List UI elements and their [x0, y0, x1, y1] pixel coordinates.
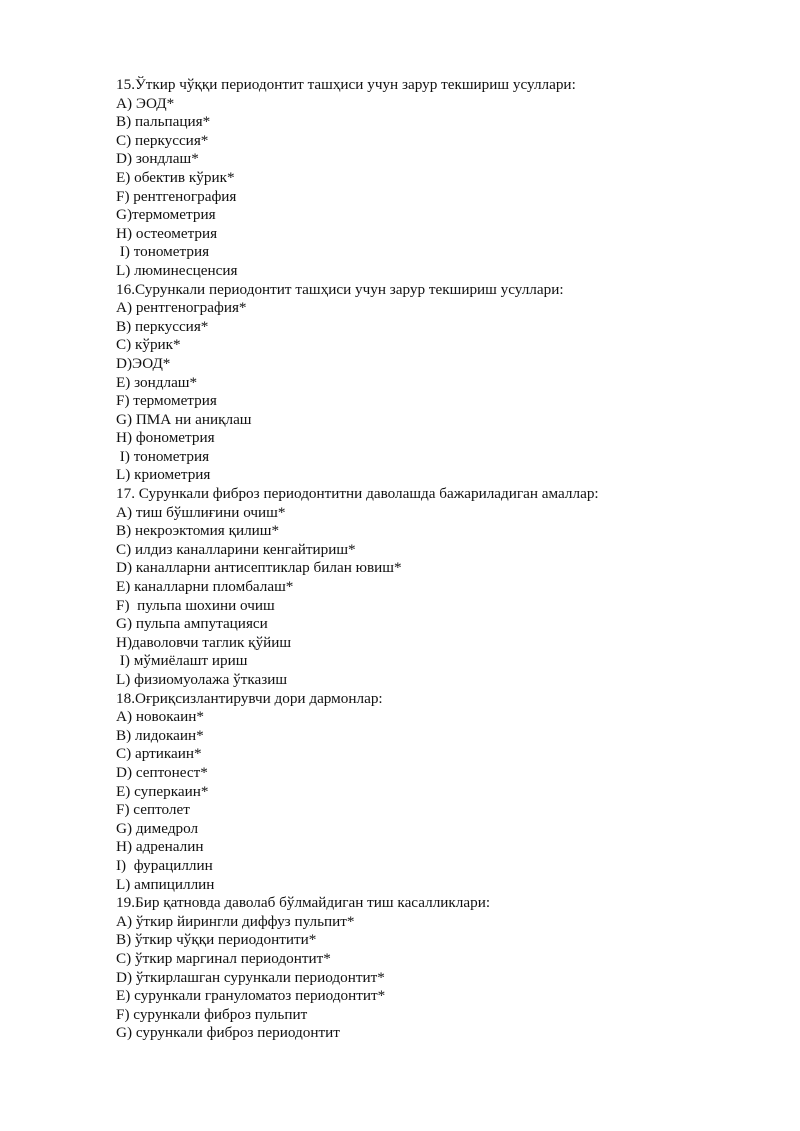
answer-option: G) димедрол — [116, 819, 199, 837]
answer-option: E) суперкаин* — [116, 782, 209, 800]
answer-option: E) сурункали грануломатоз периодонтит* — [116, 987, 386, 1005]
answer-option: F) септолет — [116, 801, 190, 819]
answer-option: C) ўткир маргинал периодонтит* — [116, 949, 331, 967]
answer-option: I) фурациллин — [116, 856, 213, 874]
answer-option: L) физиомуолажа ўтказиш — [116, 671, 288, 688]
answer-option: F) рентгенография — [116, 187, 237, 205]
answer-option: D) септонест* — [116, 763, 208, 781]
answer-option: C) илдиз каналларини кенгайтириш* — [116, 540, 356, 558]
answer-option: F) термометрия — [116, 392, 217, 410]
answer-option: D) зондлаш* — [116, 150, 199, 168]
document-page — [116, 76, 756, 1043]
question-heading: 16.Сурункали периодонтит ташҳиси учун зарур текшириш усуллари: — [116, 280, 564, 298]
answer-option: C) артикаин* — [116, 745, 202, 763]
answer-option: I) мўмиёлашт ириш — [116, 652, 248, 670]
answer-option: B) пальпация* — [116, 113, 211, 131]
answer-option: E) зондлаш* — [116, 373, 198, 391]
answer-option: F) сурункали фиброз пульпит — [116, 1005, 308, 1023]
answer-option: B) ўткир чўққи периодонтити* — [116, 931, 317, 949]
answer-option: I) тонометрия — [116, 447, 210, 465]
answer-option: G) пульпа ампутацияси — [116, 615, 268, 633]
question-heading: 17. Сурункали фиброз периодонтитни даволашда бажариладиган амаллар: — [116, 485, 599, 503]
answer-option: E) обектив кўрик* — [116, 168, 235, 186]
answer-option: H) остеометрия — [116, 224, 218, 242]
answer-option: C) кўрик* — [116, 336, 181, 354]
answer-option: H)даволовчи таглик қўйиш — [116, 633, 292, 651]
answer-option: G) сурункали фиброз периодонтит — [116, 1024, 340, 1042]
answer-option: F) пульпа шохини очиш — [116, 596, 275, 614]
answer-option: C) перкуссия* — [116, 131, 209, 149]
answer-option: A) ўткир йирингли диффуз пульпит* — [116, 912, 355, 930]
answer-option: E) каналларни пломбалаш* — [116, 578, 294, 596]
answer-option: A) новокаин* — [116, 708, 204, 726]
answer-option: H) адреналин — [116, 838, 204, 856]
answer-option: I) тонометрия — [116, 243, 210, 261]
answer-option: B) лидокаин* — [116, 726, 204, 744]
answer-option: A) тиш бўшлиғини очиш* — [116, 503, 286, 521]
question-heading: 15.Ўткир чўққи периодонтит ташҳиси учун зарур текшириш усуллари: — [116, 76, 576, 93]
answer-option: L) люминесценсия — [116, 261, 238, 279]
answer-option: A) рентгенография* — [116, 299, 247, 317]
answer-option: B) некроэктомия қилиш* — [116, 522, 280, 540]
answer-option: D) ўткирлашган сурункали периодонтит* — [116, 968, 385, 986]
question-heading: 19.Бир қатновда даволаб бўлмайдиган тиш касалликлари: — [116, 894, 491, 912]
answer-option: G)термометрия — [116, 206, 216, 224]
answer-option: L) криометрия — [116, 466, 211, 484]
answer-option: D)ЭОД* — [116, 354, 171, 372]
answer-option: A) ЭОД* — [116, 94, 175, 112]
answer-option: B) перкуссия* — [116, 317, 209, 335]
question-heading: 18.Оғриқсизлантирувчи дори дармонлар: — [116, 689, 383, 707]
answer-option: L) ампициллин — [116, 875, 215, 893]
answer-option: G) ПМА ни аниқлаш — [116, 410, 252, 428]
answer-option: H) фонометрия — [116, 429, 215, 447]
answer-option: D) каналларни антисептиклар билан ювиш* — [116, 559, 402, 577]
